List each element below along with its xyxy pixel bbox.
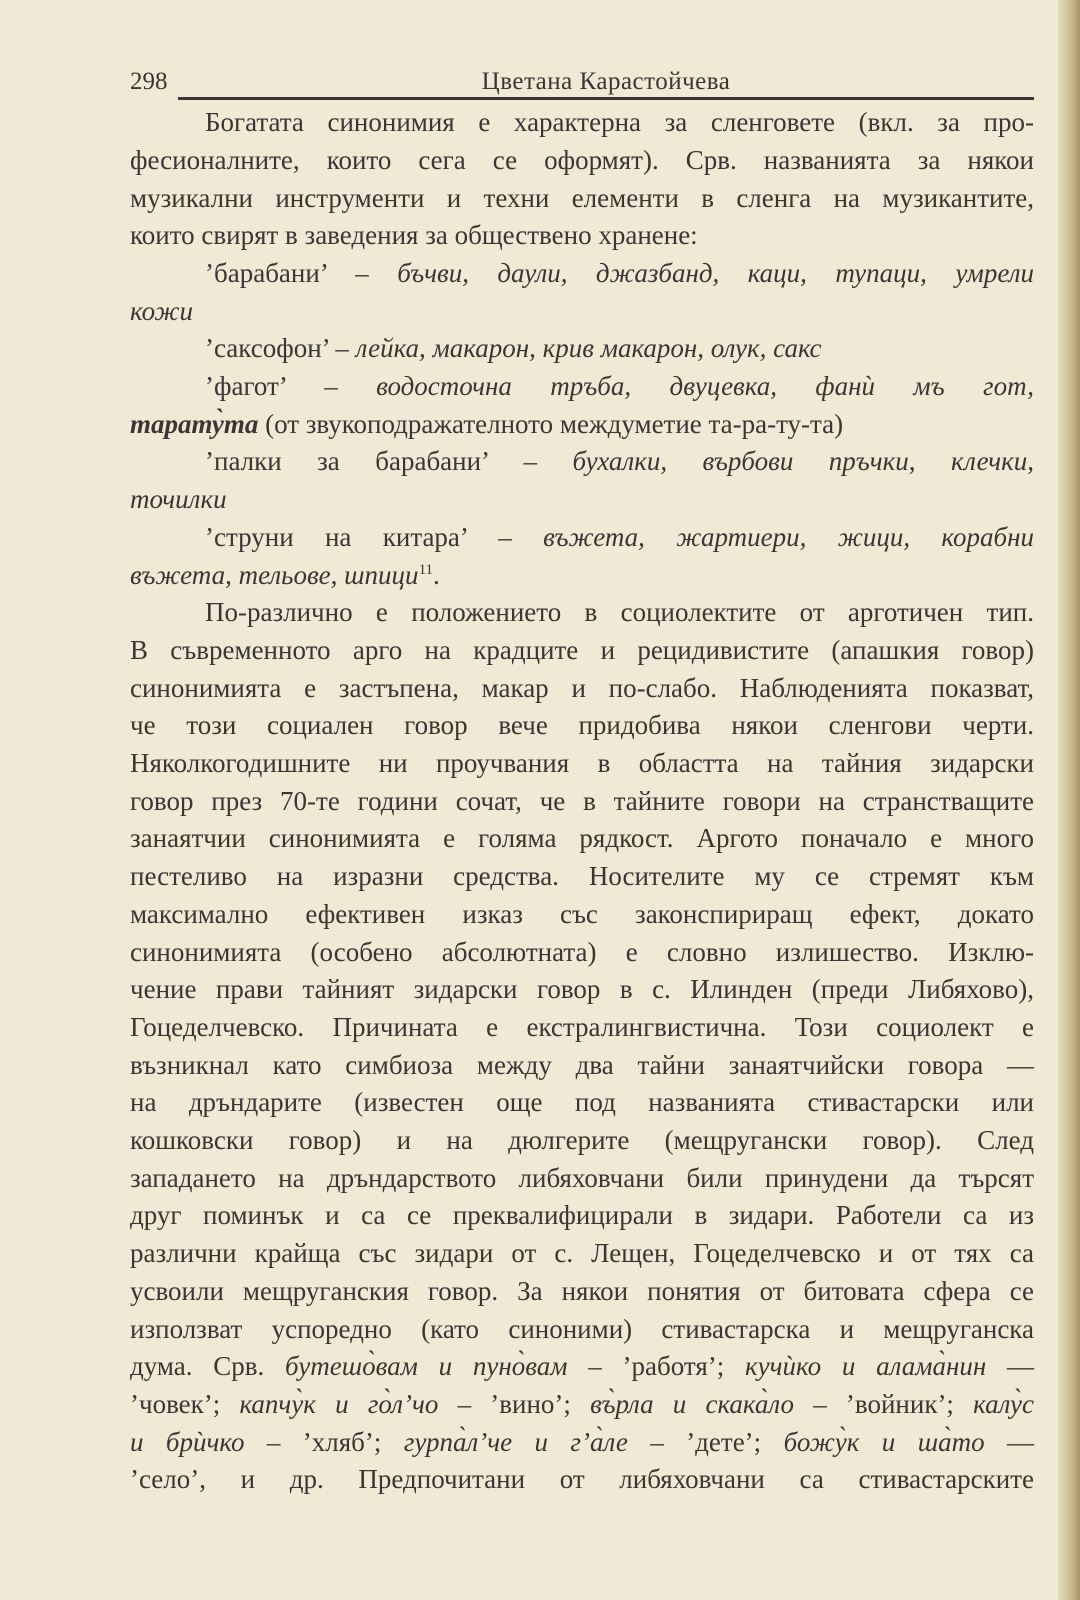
text-line: [130, 783, 1034, 821]
text-segment: използват успоредно (като синоними) стивастарска и мещруганска: [130, 1313, 1034, 1344]
page-number: 298: [130, 68, 168, 95]
text-line: [130, 1047, 1034, 1085]
text-segment: занаятчии синонимията е голяма рядкост. Аргото поначало е много: [130, 823, 1034, 854]
text-line: [130, 594, 1034, 632]
text-segment: – ’работя’;: [567, 1351, 746, 1382]
text-line: [130, 745, 1034, 783]
text-line: [130, 934, 1034, 972]
text-line: [130, 293, 1034, 331]
italic-term: бъчви, даули, джазбанд, каци, тупаци, умрели: [397, 257, 1034, 288]
text-line: [130, 481, 1034, 519]
text-line: [130, 896, 1034, 934]
italic-term: кожи: [130, 295, 194, 326]
text-line: [130, 1386, 1034, 1424]
text-segment: различни крайща със зидари от с. Лещен, Гоцеделчевско и от тях са: [130, 1238, 1034, 1269]
text-segment: Богатата синонимия е характерна за сленговете (вкл. за про-: [205, 107, 1034, 138]
text-segment: .: [433, 559, 440, 590]
text-line: [130, 1424, 1034, 1462]
text-segment: —: [986, 1351, 1035, 1382]
text-segment: пестеливо на изразни средства. Носителите му се стремят към: [130, 861, 1034, 892]
italic-term: кучѝко и алама̀нин: [745, 1351, 987, 1382]
text-line: [130, 217, 1034, 255]
text-segment: ’село’, и др. Предпочитани от либяховчани са стивастарските: [130, 1464, 1034, 1495]
italic-term: бухалки, върбови пръчки, клечки,: [572, 446, 1034, 477]
italic-term: тарату̀та: [130, 408, 259, 439]
text-segment: ’човек’;: [130, 1388, 240, 1419]
text-segment: усвоили мещруганския говор. За някои понятия от битовата сфера се: [130, 1275, 1034, 1306]
text-segment: синонимията е застъпена, макар и по-слабо. Наблюденията показват,: [130, 672, 1034, 703]
text-line: [130, 971, 1034, 1009]
text-line: [130, 670, 1034, 708]
text-segment: чение прави тайният зидарски говор в с. Илинден (преди Либяхово),: [130, 974, 1034, 1005]
text-line: [130, 1122, 1034, 1160]
text-segment: дума. Срв.: [130, 1351, 286, 1382]
italic-term: лейка, макарон, крив макарон, олук, сакс: [355, 333, 822, 364]
text-segment: ’струни на китара’ –: [205, 521, 544, 552]
text-segment: —: [984, 1426, 1034, 1457]
text-segment: Няколкогодишните ни проучвания в областта на тайния зидарски: [130, 748, 1034, 779]
italic-term: и брѝчко: [130, 1426, 245, 1457]
text-line: [130, 557, 1034, 595]
text-segment: ’саксофон’ –: [205, 333, 356, 364]
text-line: [130, 1461, 1034, 1499]
text-segment: фесионалните, които сега се оформят). Срв. названията за някои: [130, 144, 1034, 175]
text-segment: че този социален говор вече придобива някои сленгови черти.: [130, 710, 1034, 741]
italic-term: калу̀с: [973, 1388, 1034, 1419]
text-segment: ’палки за барабани’ –: [205, 446, 573, 477]
text-line: [130, 1197, 1034, 1235]
text-segment: западането на дръндарството либяховчани били принудени да търсят: [130, 1162, 1034, 1193]
text-line: [130, 858, 1034, 896]
text-line: [130, 1348, 1034, 1386]
text-line: [130, 707, 1034, 745]
text-line: [130, 1235, 1034, 1273]
text-line: [130, 1311, 1034, 1349]
text-segment: които свирят в заведения за обществено хранене:: [130, 220, 698, 251]
text-line: [130, 330, 1034, 368]
text-segment: – ’вино’;: [438, 1388, 591, 1419]
italic-term: божу̀к и ша̀то: [783, 1426, 985, 1457]
text-segment: ’барабани’ –: [205, 257, 398, 288]
text-segment: максимално ефективен изказ със законспириращ ефект, докато: [130, 898, 1034, 929]
text-segment: на дръндарите (известен още под названията стивастарски или: [130, 1087, 1034, 1118]
text-line: [130, 104, 1034, 142]
header-rule: [178, 97, 1034, 100]
book-spine-edge: [1058, 0, 1080, 1600]
italic-term: капчу̀к и го̀л’чо: [239, 1388, 439, 1419]
text-segment: кошковски говор) и на дюлгерите (мещругански говор). След: [130, 1125, 1034, 1156]
text-line: [130, 142, 1034, 180]
text-segment: синонимията (особено абсолютната) е словно излишество. Изклю-: [130, 936, 1034, 967]
text-segment: (от звукоподражателното междуметие та-ра-ту-та): [258, 408, 844, 439]
text-line: [130, 1273, 1034, 1311]
text-segment: – ’войник’;: [794, 1388, 974, 1419]
running-title: Цветана Карастойчева: [481, 68, 731, 95]
footnote-ref: 11: [418, 561, 434, 578]
text-segment: – ’хляб’;: [244, 1426, 404, 1457]
text-segment: възникнал като симбиоза между два тайни занаятчийски говора —: [130, 1049, 1034, 1080]
text-line: [130, 180, 1034, 218]
text-segment: Гоцеделчевско. Причината е екстралингвистична. Този социолект е: [130, 1011, 1034, 1042]
italic-term: въжета, жартиери, жици, корабни: [543, 521, 1035, 552]
text-line: [130, 368, 1034, 406]
text-line: [130, 632, 1034, 670]
text-line: [130, 1009, 1034, 1047]
italic-term: гурпа̀л’че и г’а̀ле: [403, 1426, 628, 1457]
text-line: [130, 1160, 1034, 1198]
italic-term: водосточна тръба, двуцевка, фанѝ мъ гот,: [376, 371, 1034, 402]
text-segment: По-различно е положението в социолектите от арготичен тип.: [205, 597, 1034, 628]
italic-term: бутешо̀вам и пуно̀вам: [285, 1351, 568, 1382]
italic-term: въ̀рла и скака̀ло: [590, 1388, 794, 1419]
italic-term: точилки: [130, 484, 227, 515]
text-line: [130, 255, 1034, 293]
text-line: [130, 519, 1034, 557]
text-line: [130, 406, 1034, 444]
text-line: [130, 443, 1034, 481]
text-segment: – ’дете’;: [627, 1426, 784, 1457]
text-segment: говор през 70-те години сочат, че в тайните говори на странстващите: [130, 785, 1034, 816]
italic-term: въжета, тельове, шпици: [130, 559, 419, 590]
text-line: [130, 1084, 1034, 1122]
text-segment: ’фагот’ –: [205, 371, 377, 402]
text-segment: друг поминък и са се преквалифицирали в зидари. Работели са из: [130, 1200, 1034, 1231]
text-line: [130, 820, 1034, 858]
text-segment: музикални инструменти и техни елементи в сленга на музикантите,: [130, 182, 1034, 213]
text-segment: В съвременното арго на крадците и рецидивистите (апашкия говор): [130, 634, 1034, 665]
